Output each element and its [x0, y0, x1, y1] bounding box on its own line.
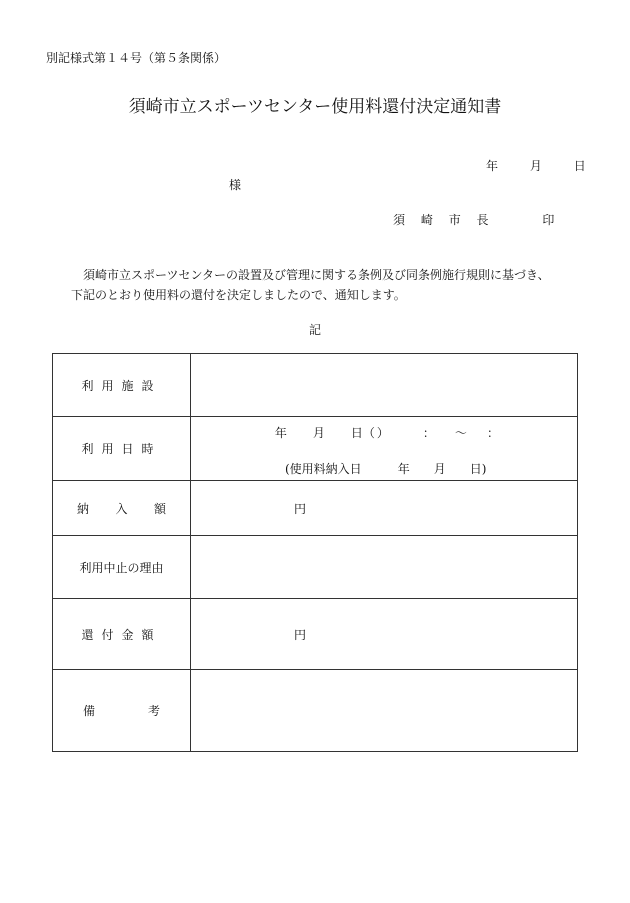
- facility-label-cell: [53, 354, 191, 417]
- facility-value-cell: [191, 354, 578, 417]
- dt-paren-close: ）: [376, 426, 389, 440]
- dt-paren-open: （: [362, 426, 375, 440]
- issue-date: [486, 157, 586, 174]
- refund-label: 還付金額: [81, 627, 162, 642]
- remarks-label-char-1: 備: [83, 704, 96, 718]
- payment-value-cell: [191, 481, 578, 536]
- remarks-label-char-2: 考: [147, 704, 160, 718]
- issuer-char-4: 長: [476, 213, 489, 227]
- payment-date-prefix: (使用料納入日: [285, 462, 362, 476]
- payment-label-char-2: 入: [115, 501, 128, 516]
- pd-year: 年: [397, 462, 410, 476]
- cancel-reason-label-cell: [53, 536, 191, 599]
- payment-yen-unit: 円: [294, 501, 307, 516]
- payment-label-char-1: 納: [77, 501, 90, 516]
- usage-datetime-line: [271, 424, 499, 441]
- remarks-value-cell: [191, 670, 578, 752]
- table-row-cancel-reason: [53, 536, 578, 599]
- table-row-remarks: [53, 670, 578, 752]
- form-number: 別記様式第１４号（第５条関係）: [46, 51, 227, 65]
- table-row-facility: [53, 354, 578, 417]
- issuer-char-2: 崎: [420, 213, 433, 227]
- refund-value-cell: [191, 599, 578, 670]
- dt-month: 月: [312, 426, 325, 440]
- issuer-char-3: 市: [448, 213, 461, 227]
- datetime-value-cell: [191, 417, 578, 481]
- pd-month: 月: [433, 462, 446, 476]
- body-text-line-2: 下記のとおり使用料の還付を決定しましたので、通知します。: [71, 288, 406, 302]
- datetime-label: 利用日時: [81, 442, 162, 456]
- issuer-char-1: 須: [393, 213, 406, 227]
- datetime-label-cell: [53, 417, 191, 481]
- dt-year: 年: [274, 426, 287, 440]
- table-row-payment: [53, 481, 578, 536]
- addressee-suffix: 様: [229, 178, 242, 192]
- dt-colon-1: ：: [422, 426, 435, 440]
- remarks-label-cell: [53, 670, 191, 752]
- document-title: 須崎市立スポーツセンター使用料還付決定通知書: [128, 97, 502, 117]
- cancel-reason-label: 利用中止の理由: [79, 560, 164, 575]
- year-label: 年: [486, 159, 499, 173]
- dt-colon-2: ：: [486, 426, 499, 440]
- dt-tilde: ～: [454, 426, 467, 440]
- pd-day: 日): [469, 462, 487, 476]
- table-row-datetime: [53, 417, 578, 481]
- facility-label: 利用施設: [81, 378, 162, 393]
- month-label: 月: [529, 159, 542, 173]
- ki-heading: 記: [308, 323, 321, 337]
- refund-yen-unit: 円: [294, 627, 307, 642]
- payment-label-char-3: 額: [153, 501, 166, 516]
- table-row-refund: [53, 599, 578, 670]
- dt-day: 日: [350, 426, 363, 440]
- cancel-reason-value-cell: [191, 536, 578, 599]
- payment-date-line: [285, 460, 486, 477]
- seal-mark: 印: [542, 213, 555, 227]
- details-table: [52, 353, 578, 752]
- issuer-signature: [393, 211, 554, 228]
- body-text-line-1: 須崎市立スポーツセンターの設置及び管理に関する条例及び同条例施行規則に基づき、: [83, 268, 550, 282]
- refund-label-cell: [53, 599, 191, 670]
- day-label: 日: [573, 159, 586, 173]
- payment-label-cell: [53, 481, 191, 536]
